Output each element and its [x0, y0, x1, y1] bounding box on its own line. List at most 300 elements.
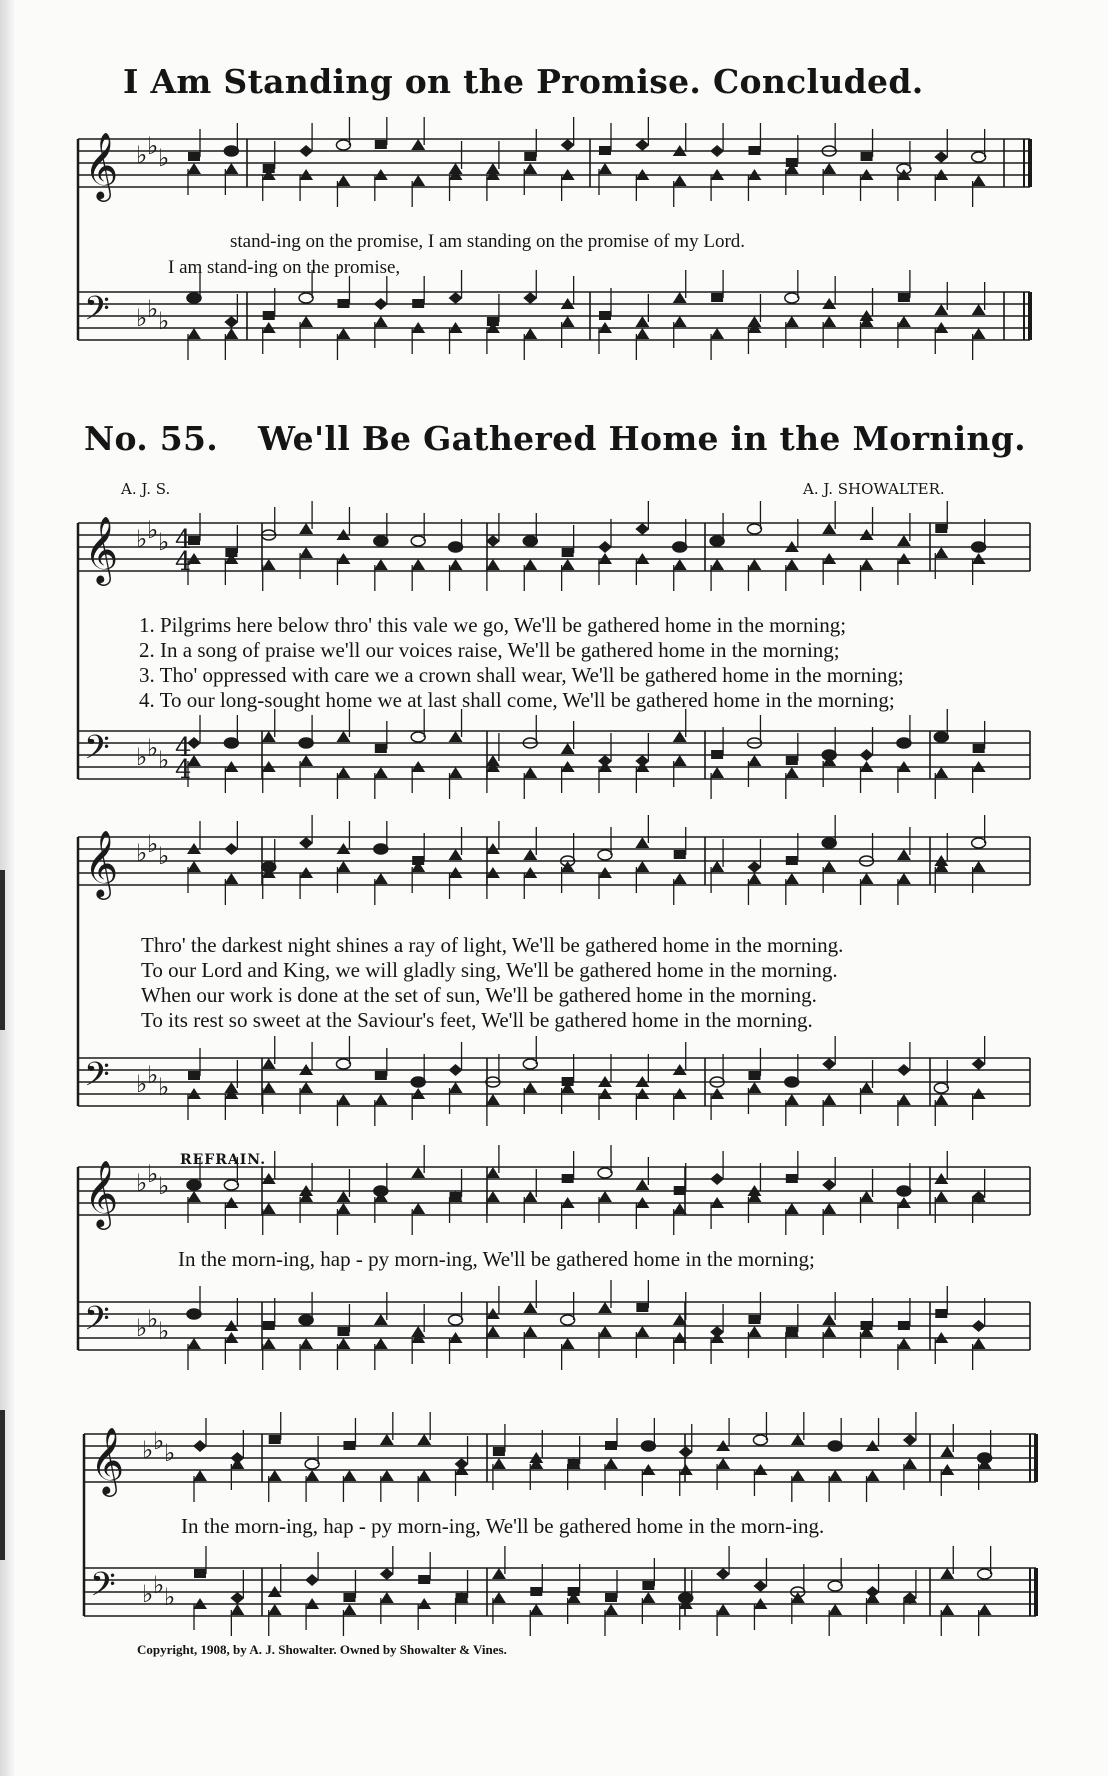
concluded-lyric-line-2: I am stand-ing on the promise, — [168, 257, 401, 278]
shape-note — [898, 1321, 910, 1330]
flat-sign-icon: ♭ — [136, 525, 148, 553]
flat-sign-icon: ♭ — [136, 141, 148, 169]
shape-note — [747, 524, 761, 534]
shape-note — [562, 1174, 574, 1183]
shape-note — [605, 1593, 617, 1602]
flat-sign-icon: ♭ — [153, 1571, 165, 1599]
shape-note — [375, 140, 387, 149]
shape-note — [822, 1326, 836, 1337]
verse-line: To our Lord and King, we will gladly sing, We'll be gathered home in the morning. — [141, 958, 838, 982]
flat-sign-icon: ♭ — [136, 839, 148, 867]
shape-note — [336, 175, 350, 186]
shape-note — [449, 542, 463, 552]
shape-note — [785, 1077, 799, 1087]
verse-line: When our work is done at the set of sun, We'll be gathered home in the morning. — [141, 983, 817, 1007]
concluded-lyric-line-1: stand-ing on the promise, I am standing on the promise of my Lord. — [230, 231, 746, 252]
shape-note — [747, 559, 761, 570]
shape-note — [449, 559, 463, 570]
shape-note — [897, 1094, 911, 1105]
shape-note — [897, 1064, 911, 1076]
shape-note — [897, 1338, 911, 1349]
flat-sign-icon: ♭ — [158, 528, 170, 556]
shape-note — [380, 1434, 394, 1445]
shape-note — [635, 837, 649, 848]
shape-note — [897, 849, 911, 860]
shape-note — [604, 1604, 618, 1615]
shape-note — [562, 548, 574, 557]
shape-note — [224, 873, 238, 884]
shape-note — [486, 535, 500, 547]
shape-note — [343, 1593, 355, 1602]
shape-note — [336, 1338, 350, 1349]
shape-note — [598, 163, 612, 174]
shape-note — [972, 152, 986, 162]
shape-note — [598, 1326, 612, 1337]
shape-note — [679, 1446, 693, 1458]
shape-note — [299, 316, 313, 327]
flat-sign-icon: ♭ — [142, 1436, 154, 1464]
shape-note — [299, 1315, 313, 1325]
shape-note — [299, 293, 313, 303]
shape-note — [299, 755, 313, 766]
shape-note — [337, 299, 349, 308]
refrain-line-1: In the morn-ing, hap - py morn-ing, We'll be gathered home in the morning; — [178, 1247, 815, 1271]
shape-note — [374, 559, 388, 570]
shape-note — [262, 1082, 276, 1093]
bass-clef-icon: 𝄢 — [84, 729, 110, 775]
shape-note — [861, 152, 873, 161]
shape-note — [305, 1470, 319, 1481]
shape-note — [187, 1180, 201, 1190]
shape-note — [224, 843, 238, 855]
shape-note — [598, 541, 612, 553]
lyricist-credit: A. J. S. — [121, 480, 171, 498]
concluded-title: I Am Standing on the Promise. Concluded. — [123, 62, 924, 101]
shape-note — [710, 328, 724, 339]
shape-note — [673, 316, 687, 327]
shape-note — [529, 1458, 543, 1469]
shape-note — [747, 755, 761, 766]
shape-note — [412, 299, 424, 308]
shape-note — [934, 1094, 948, 1105]
shape-note — [635, 328, 649, 339]
shape-note — [224, 328, 238, 339]
shape-note — [449, 1082, 463, 1093]
shape-note — [822, 523, 836, 534]
shape-note — [523, 163, 537, 174]
shape-note — [336, 1191, 350, 1202]
shape-note — [262, 1203, 276, 1214]
shape-note — [374, 1314, 388, 1325]
shape-note — [934, 767, 948, 778]
shape-note — [978, 1569, 992, 1579]
shape-note — [822, 1314, 836, 1325]
shape-note — [635, 1179, 649, 1190]
shape-note — [897, 535, 911, 546]
shape-note — [486, 1191, 500, 1202]
shape-note — [710, 145, 724, 157]
shape-note — [822, 1094, 836, 1105]
shape-note — [822, 316, 836, 327]
shape-note — [523, 849, 537, 860]
shape-note — [411, 175, 425, 186]
shape-note — [748, 1315, 760, 1324]
shape-note — [269, 1435, 281, 1444]
shape-note — [605, 1441, 617, 1450]
shape-note — [193, 1470, 207, 1481]
shape-note — [716, 1458, 730, 1469]
shape-note — [972, 1338, 986, 1349]
shape-note — [193, 1440, 207, 1452]
shape-note — [636, 1303, 648, 1312]
shape-note — [374, 1338, 388, 1349]
verse-line: 4. To our long-sought home we at last shall come, We'll be gathered home in the morning; — [139, 688, 895, 712]
shape-note — [897, 873, 911, 884]
shape-note — [299, 145, 313, 157]
shape-note — [934, 732, 948, 742]
shape-note — [791, 1434, 805, 1445]
shape-note — [523, 1326, 537, 1337]
shape-note — [635, 316, 649, 327]
shape-note — [523, 1302, 537, 1313]
shape-note — [673, 292, 687, 303]
shape-note — [599, 311, 611, 320]
shape-note — [711, 750, 723, 759]
shape-note — [710, 536, 724, 546]
shape-note — [411, 1167, 425, 1178]
shape-note — [449, 849, 463, 860]
shape-note — [748, 146, 760, 155]
shape-note — [978, 1604, 992, 1615]
verse-line: Thro' the darkest night shines a ray of light, We'll be gathered home in the morning. — [141, 933, 844, 957]
shape-note — [673, 731, 687, 742]
flat-sign-icon: ♭ — [136, 743, 148, 771]
shape-note — [641, 1441, 655, 1451]
shape-note — [940, 1446, 954, 1457]
verse-line: To its rest so sweet at the Saviour's feet, We'll be gathered home in the morning. — [141, 1008, 813, 1032]
shape-note — [934, 1083, 948, 1093]
shape-note — [262, 559, 276, 570]
shape-note — [337, 1327, 349, 1336]
shape-note — [828, 1604, 842, 1615]
flat-sign-icon: ♭ — [147, 132, 159, 160]
shape-note — [973, 744, 985, 753]
shape-note — [940, 1604, 954, 1615]
shape-note — [449, 292, 463, 304]
shape-note — [972, 304, 986, 315]
flat-sign-icon: ♭ — [142, 1580, 154, 1608]
shape-note — [673, 542, 687, 552]
shape-note — [972, 542, 986, 552]
shape-note — [561, 559, 575, 570]
shape-note — [523, 1191, 537, 1202]
shape-note — [934, 1191, 948, 1202]
shape-note — [263, 311, 275, 320]
shape-note — [822, 861, 836, 872]
flat-sign-icon: ♭ — [136, 1169, 148, 1197]
shape-note — [375, 744, 387, 753]
refrain-line-2: In the morn-ing, hap - py morn-ing, We'll be gathered home in the morn-ing. — [181, 1514, 825, 1538]
shape-note — [785, 873, 799, 884]
flat-sign-icon: ♭ — [147, 295, 159, 323]
shape-note — [262, 731, 276, 742]
shape-note — [374, 844, 388, 854]
shape-note — [299, 1338, 313, 1349]
shape-note — [523, 767, 537, 778]
refrain-label: REFRAIN. — [180, 1152, 267, 1168]
shape-note — [187, 1338, 201, 1349]
shape-note — [716, 1568, 730, 1580]
shape-note — [224, 163, 238, 174]
shape-note — [187, 163, 201, 174]
time-signature: 4 — [175, 733, 192, 763]
shape-note — [786, 856, 798, 865]
shape-note — [523, 292, 537, 304]
shape-note — [343, 1441, 355, 1450]
treble-clef-icon: 𝄞 — [84, 829, 119, 897]
flat-sign-icon: ♭ — [136, 304, 148, 332]
verse-line: 1. Pilgrims here below thro' this vale we go, We'll be gathered home in the morning; — [139, 613, 847, 637]
shape-note — [299, 837, 313, 849]
shape-note — [935, 1309, 947, 1318]
shape-note — [561, 139, 575, 151]
shape-note — [449, 1064, 463, 1076]
shape-note — [747, 861, 761, 873]
shape-note — [224, 316, 238, 328]
shape-note — [972, 175, 986, 186]
shape-note — [673, 873, 687, 884]
bass-clef-icon: 𝄢 — [84, 290, 110, 336]
shape-note — [898, 293, 910, 302]
shape-note — [828, 1441, 842, 1451]
shape-note — [935, 524, 947, 533]
shape-note — [785, 767, 799, 778]
shape-note — [822, 1058, 836, 1070]
shape-note — [449, 1315, 463, 1325]
shape-note — [299, 547, 313, 558]
flat-sign-icon: ♭ — [136, 1314, 148, 1342]
shape-note — [674, 1186, 686, 1195]
shape-note — [268, 1470, 282, 1481]
shape-note — [822, 838, 836, 848]
shape-note — [299, 523, 313, 534]
flat-sign-icon: ♭ — [158, 1073, 170, 1101]
shape-note — [860, 749, 874, 761]
shape-note — [492, 1568, 506, 1579]
shape-note — [374, 316, 388, 327]
shape-note — [860, 1191, 874, 1202]
shape-note — [822, 1179, 836, 1191]
shape-note — [523, 1082, 537, 1093]
shape-note — [604, 1458, 618, 1469]
shape-note — [791, 1470, 805, 1481]
shape-note — [262, 1058, 276, 1069]
shape-note — [342, 1604, 356, 1615]
shape-note — [934, 151, 948, 163]
shape-note — [561, 1315, 575, 1325]
shape-note — [710, 559, 724, 570]
shape-note — [674, 850, 686, 859]
shape-note — [635, 139, 649, 151]
shape-note — [493, 1447, 505, 1456]
flat-sign-icon: ♭ — [158, 746, 170, 774]
flat-sign-icon: ♭ — [158, 1317, 170, 1345]
shape-note — [336, 1203, 350, 1214]
shape-note — [268, 1604, 282, 1615]
shape-note — [860, 316, 874, 327]
shape-note — [641, 1592, 655, 1603]
shape-note — [411, 139, 425, 150]
shape-note — [972, 838, 986, 848]
shape-note — [188, 152, 200, 161]
shape-note — [374, 1094, 388, 1105]
shape-note — [524, 152, 536, 161]
shape-note — [860, 873, 874, 884]
shape-note — [374, 298, 388, 310]
shape-note — [418, 1575, 430, 1584]
shape-note — [561, 861, 575, 872]
shape-note — [486, 559, 500, 570]
shape-note — [230, 1604, 244, 1615]
shape-note — [785, 1094, 799, 1105]
shape-note — [903, 1434, 917, 1446]
shape-note — [561, 1338, 575, 1349]
shape-note — [305, 1459, 319, 1469]
flat-sign-icon: ♭ — [136, 1070, 148, 1098]
shape-note — [187, 861, 201, 872]
shape-note — [523, 559, 537, 570]
shape-note — [188, 1071, 200, 1080]
shape-note — [711, 293, 723, 302]
shape-note — [903, 1458, 917, 1469]
shape-note — [561, 316, 575, 327]
shape-note — [785, 559, 799, 570]
copyright-notice: Copyright, 1908, by A. J. Showalter. Owned by Showalter & Vines. — [137, 1642, 507, 1657]
shape-note — [230, 1592, 244, 1604]
shape-note — [747, 873, 761, 884]
shape-note — [598, 1168, 612, 1178]
shape-note — [263, 1321, 275, 1330]
flat-sign-icon: ♭ — [158, 144, 170, 172]
shape-note — [411, 1203, 425, 1214]
shape-note — [934, 304, 948, 315]
flat-sign-icon: ♭ — [147, 1305, 159, 1333]
shape-note — [897, 1186, 911, 1196]
shape-note — [336, 731, 350, 742]
flat-sign-icon: ♭ — [158, 307, 170, 335]
shape-note — [449, 767, 463, 778]
shape-note — [972, 328, 986, 339]
shape-note — [224, 1180, 238, 1190]
shape-note — [486, 1326, 500, 1337]
shape-note — [940, 1568, 954, 1579]
shape-note — [673, 755, 687, 766]
shape-note — [187, 1191, 201, 1202]
shape-note — [380, 1568, 394, 1580]
shape-note — [336, 328, 350, 339]
shape-note — [972, 861, 986, 872]
shape-note — [523, 1059, 537, 1069]
treble-clef-icon: 𝄞 — [84, 131, 119, 199]
shape-note — [747, 1082, 761, 1093]
shape-note — [828, 1470, 842, 1481]
shape-note — [716, 1604, 730, 1615]
shape-note — [710, 767, 724, 778]
shape-note — [897, 316, 911, 327]
shape-note — [673, 559, 687, 570]
shape-note — [753, 1435, 767, 1445]
shape-note — [411, 536, 425, 546]
shape-note — [530, 1587, 542, 1596]
shape-note — [710, 1173, 724, 1185]
shape-note — [791, 1592, 805, 1603]
flat-sign-icon: ♭ — [147, 830, 159, 858]
shape-note — [822, 163, 836, 174]
shape-note — [866, 1470, 880, 1481]
shape-note — [380, 1592, 394, 1603]
shape-note — [374, 767, 388, 778]
flat-sign-icon: ♭ — [147, 516, 159, 544]
shape-note — [934, 547, 948, 558]
shape-note — [523, 536, 537, 546]
treble-clef-icon: 𝄞 — [90, 1426, 125, 1494]
shape-note — [417, 1434, 431, 1445]
shape-note — [972, 1058, 986, 1070]
shape-note — [747, 1191, 761, 1202]
shape-note — [342, 1470, 356, 1481]
verse-line: 2. In a song of praise we'll our voices raise, We'll be gathered home in the morning; — [139, 638, 840, 662]
shape-note — [380, 1470, 394, 1481]
shape-note — [786, 1174, 798, 1183]
shape-note — [411, 1077, 425, 1087]
flat-sign-icon: ♭ — [153, 1427, 165, 1455]
shape-note — [822, 1203, 836, 1214]
shape-note — [411, 732, 425, 742]
shape-note — [375, 1071, 387, 1080]
flat-sign-icon: ♭ — [164, 1583, 176, 1611]
time-signature: 4 — [175, 547, 192, 577]
shape-note — [860, 559, 874, 570]
shape-note — [598, 850, 612, 860]
shape-note — [747, 1326, 761, 1337]
shape-note — [299, 1191, 313, 1202]
shape-note — [299, 738, 313, 748]
shape-note — [523, 328, 537, 339]
hymn-number: No. 55. — [84, 419, 219, 458]
shape-note — [336, 1094, 350, 1105]
shape-note — [187, 328, 201, 339]
shape-note — [598, 1302, 612, 1313]
shape-note — [374, 873, 388, 884]
shape-note — [224, 146, 238, 156]
shape-note — [336, 140, 350, 150]
shape-note — [449, 731, 463, 742]
shape-note — [374, 536, 388, 546]
shape-note — [194, 1569, 206, 1578]
bass-clef-icon: 𝄢 — [90, 1566, 116, 1612]
shape-note — [492, 1592, 506, 1603]
shape-note — [635, 523, 649, 535]
shape-note — [934, 861, 948, 872]
shape-note — [635, 861, 649, 872]
verse-line: 3. Tho' oppressed with care we a crown shall wear, We'll be gathered home in the morning; — [139, 663, 904, 687]
treble-clef-icon: 𝄞 — [84, 515, 119, 583]
shape-note — [642, 1581, 654, 1590]
composer-credit: A. J. SHOWALTER. — [803, 480, 945, 498]
flat-sign-icon: ♭ — [147, 734, 159, 762]
shape-note — [710, 861, 724, 872]
shape-note — [748, 1071, 760, 1080]
